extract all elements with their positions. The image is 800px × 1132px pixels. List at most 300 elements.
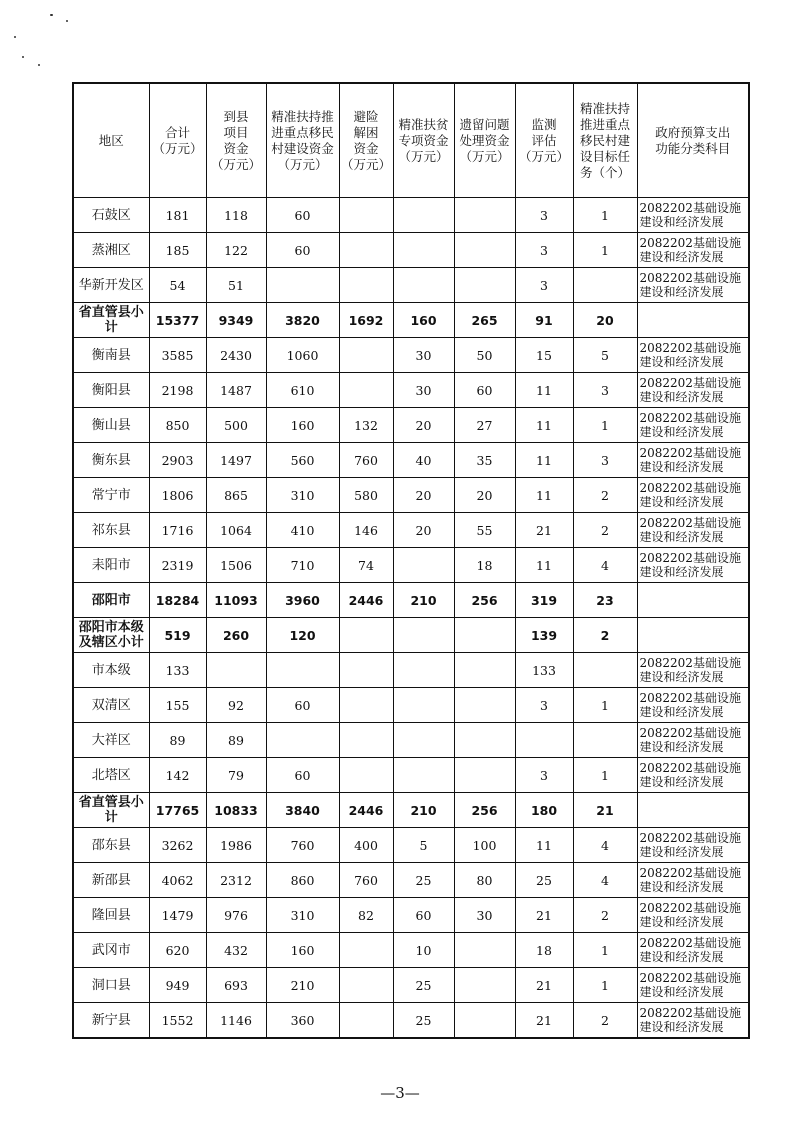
cell-monitoring-evaluation: 25 [515,863,573,898]
cell-hazard-relief-funds [339,268,393,303]
cell-relocation-village-funds: 310 [266,478,339,513]
cell-monitoring-evaluation: 11 [515,373,573,408]
table-row [73,548,749,583]
cell-relocation-village-funds: 410 [266,513,339,548]
cell-region: 常宁市 [73,478,149,513]
cell-county-project-funds [206,653,266,688]
cell-relocation-village-funds: 60 [266,758,339,793]
cell-poverty-special-funds [393,688,454,723]
cell-legacy-issue-funds: 20 [454,478,515,513]
cell-monitoring-evaluation [515,723,573,758]
header-county-project-funds: 到县 项目 资金 （万元） [206,83,266,198]
cell-region: 洞口县 [73,968,149,1003]
cell-hazard-relief-funds [339,338,393,373]
cell-total: 1479 [149,898,206,933]
table-header-row [73,83,749,198]
cell-budget-category [637,828,749,863]
cell-village-task-count: 1 [573,408,637,443]
cell-hazard-relief-funds: 82 [339,898,393,933]
cell-village-task-count: 2 [573,1003,637,1039]
cell-poverty-special-funds [393,268,454,303]
cell-legacy-issue-funds [454,933,515,968]
cell-hazard-relief-funds: 760 [339,443,393,478]
cell-region: 北塔区 [73,758,149,793]
cell-legacy-issue-funds: 60 [454,373,515,408]
cell-county-project-funds: 1506 [206,548,266,583]
table-row [73,828,749,863]
cell-budget-category [637,618,749,653]
scan-speck [50,14,53,16]
cell-relocation-village-funds [266,653,339,688]
table-row [73,793,749,828]
cell-total: 4062 [149,863,206,898]
table-row [73,303,749,338]
cell-county-project-funds: 2312 [206,863,266,898]
table-row [73,898,749,933]
cell-county-project-funds: 1064 [206,513,266,548]
cell-relocation-village-funds: 120 [266,618,339,653]
header-monitoring-evaluation: 监测 评估 （万元） [515,83,573,198]
cell-hazard-relief-funds [339,233,393,268]
cell-monitoring-evaluation: 21 [515,968,573,1003]
cell-budget-category [637,723,749,758]
cell-poverty-special-funds: 210 [393,793,454,828]
funding-allocation-table [72,82,750,1039]
cell-village-task-count [573,723,637,758]
cell-village-task-count: 1 [573,933,637,968]
cell-region: 华新开发区 [73,268,149,303]
budget-category-line: 建设和经济发展 [639,495,724,509]
cell-relocation-village-funds: 160 [266,408,339,443]
budget-category-line: 2082202基础设施 [639,1006,741,1020]
cell-total: 620 [149,933,206,968]
cell-relocation-village-funds: 560 [266,443,339,478]
budget-category-line: 2082202基础设施 [639,691,741,705]
table-row [73,1003,749,1039]
header-hazard-relief-funds: 避险 解困 资金 （万元） [339,83,393,198]
cell-budget-category [637,1003,749,1039]
cell-region: 邵阳市本级及辖区小计 [73,618,149,653]
cell-legacy-issue-funds: 256 [454,583,515,618]
budget-category-line: 2082202基础设施 [639,656,741,670]
cell-budget-category [637,233,749,268]
budget-category-line: 建设和经济发展 [639,390,724,404]
budget-category-line: 建设和经济发展 [639,355,724,369]
cell-legacy-issue-funds: 80 [454,863,515,898]
cell-county-project-funds: 89 [206,723,266,758]
cell-region: 省直管县小计 [73,303,149,338]
budget-category-line: 建设和经济发展 [639,1020,724,1034]
cell-legacy-issue-funds [454,268,515,303]
cell-region: 大祥区 [73,723,149,758]
cell-poverty-special-funds: 25 [393,968,454,1003]
cell-budget-category [637,513,749,548]
cell-relocation-village-funds: 710 [266,548,339,583]
cell-budget-category [637,758,749,793]
cell-village-task-count: 1 [573,968,637,1003]
header-total: 合计 （万元） [149,83,206,198]
cell-village-task-count: 3 [573,373,637,408]
budget-category-line: 建设和经济发展 [639,740,724,754]
cell-relocation-village-funds: 60 [266,198,339,233]
page-number: —3— [380,1084,420,1102]
cell-relocation-village-funds: 760 [266,828,339,863]
cell-monitoring-evaluation: 11 [515,478,573,513]
table-row [73,233,749,268]
budget-category-line: 2082202基础设施 [639,271,741,285]
scan-speck [22,56,24,58]
cell-village-task-count: 1 [573,688,637,723]
cell-total: 155 [149,688,206,723]
budget-category-line: 2082202基础设施 [639,831,741,845]
cell-hazard-relief-funds [339,1003,393,1039]
cell-poverty-special-funds: 10 [393,933,454,968]
cell-region: 邵阳市 [73,583,149,618]
cell-region: 石鼓区 [73,198,149,233]
header-village-task-count: 精准扶持 推进重点 移民村建 设目标任 务（个） [573,83,637,198]
table-row [73,443,749,478]
cell-total: 181 [149,198,206,233]
table-row [73,513,749,548]
cell-budget-category [637,268,749,303]
cell-hazard-relief-funds [339,723,393,758]
cell-budget-category [637,653,749,688]
cell-hazard-relief-funds [339,758,393,793]
cell-hazard-relief-funds [339,653,393,688]
cell-monitoring-evaluation: 21 [515,513,573,548]
table-row [73,933,749,968]
cell-county-project-funds: 1986 [206,828,266,863]
cell-poverty-special-funds: 25 [393,863,454,898]
cell-relocation-village-funds: 610 [266,373,339,408]
cell-county-project-funds: 79 [206,758,266,793]
cell-total: 850 [149,408,206,443]
cell-village-task-count: 20 [573,303,637,338]
budget-category-line: 建设和经济发展 [639,530,724,544]
cell-relocation-village-funds: 60 [266,233,339,268]
cell-region: 隆回县 [73,898,149,933]
cell-hazard-relief-funds: 2446 [339,793,393,828]
cell-village-task-count [573,268,637,303]
cell-monitoring-evaluation: 180 [515,793,573,828]
cell-relocation-village-funds: 860 [266,863,339,898]
cell-relocation-village-funds: 360 [266,1003,339,1039]
table-row [73,968,749,1003]
cell-hazard-relief-funds [339,688,393,723]
cell-monitoring-evaluation: 21 [515,898,573,933]
scan-speck [38,64,40,66]
cell-monitoring-evaluation: 139 [515,618,573,653]
cell-poverty-special-funds: 5 [393,828,454,863]
cell-village-task-count: 2 [573,898,637,933]
cell-legacy-issue-funds [454,618,515,653]
cell-hazard-relief-funds: 2446 [339,583,393,618]
cell-poverty-special-funds: 20 [393,513,454,548]
header-budget-category: 政府预算支出 功能分类科目 [637,83,749,198]
cell-legacy-issue-funds [454,968,515,1003]
cell-village-task-count: 2 [573,478,637,513]
cell-budget-category [637,793,749,828]
budget-category-line: 2082202基础设施 [639,901,741,915]
cell-region: 衡阳县 [73,373,149,408]
cell-poverty-special-funds [393,618,454,653]
cell-legacy-issue-funds [454,723,515,758]
budget-category-line: 2082202基础设施 [639,971,741,985]
cell-budget-category [637,408,749,443]
cell-region: 新邵县 [73,863,149,898]
cell-hazard-relief-funds: 146 [339,513,393,548]
cell-village-task-count: 5 [573,338,637,373]
budget-category-line: 建设和经济发展 [639,460,724,474]
table-row [73,198,749,233]
cell-relocation-village-funds: 210 [266,968,339,1003]
cell-region: 衡南县 [73,338,149,373]
cell-legacy-issue-funds [454,198,515,233]
cell-region: 新宁县 [73,1003,149,1039]
cell-total: 133 [149,653,206,688]
budget-category-line: 建设和经济发展 [639,845,724,859]
cell-village-task-count: 23 [573,583,637,618]
cell-county-project-funds: 1487 [206,373,266,408]
cell-region: 武冈市 [73,933,149,968]
cell-legacy-issue-funds [454,233,515,268]
table-row [73,653,749,688]
budget-category-line: 建设和经济发展 [639,250,724,264]
scan-speck [66,20,68,22]
table-row [73,688,749,723]
cell-region: 衡山县 [73,408,149,443]
header-region: 地区 [73,83,149,198]
budget-category-line: 2082202基础设施 [639,236,741,250]
budget-category-line: 建设和经济发展 [639,985,724,999]
cell-region: 蒸湘区 [73,233,149,268]
cell-village-task-count: 21 [573,793,637,828]
cell-hazard-relief-funds [339,198,393,233]
cell-monitoring-evaluation: 11 [515,443,573,478]
cell-total: 18284 [149,583,206,618]
cell-budget-category [637,548,749,583]
cell-county-project-funds: 1497 [206,443,266,478]
cell-hazard-relief-funds: 400 [339,828,393,863]
cell-county-project-funds: 260 [206,618,266,653]
cell-budget-category [637,933,749,968]
cell-county-project-funds: 92 [206,688,266,723]
cell-county-project-funds: 976 [206,898,266,933]
cell-region: 祁东县 [73,513,149,548]
cell-legacy-issue-funds: 18 [454,548,515,583]
cell-county-project-funds: 11093 [206,583,266,618]
budget-category-line: 建设和经济发展 [639,425,724,439]
cell-hazard-relief-funds [339,968,393,1003]
header-poverty-special-funds: 精准扶贫 专项资金 （万元） [393,83,454,198]
budget-category-line: 2082202基础设施 [639,866,741,880]
cell-village-task-count: 1 [573,233,637,268]
cell-budget-category [637,898,749,933]
budget-category-line: 建设和经济发展 [639,705,724,719]
cell-legacy-issue-funds [454,653,515,688]
cell-monitoring-evaluation: 133 [515,653,573,688]
cell-total: 17765 [149,793,206,828]
cell-monitoring-evaluation: 3 [515,198,573,233]
cell-poverty-special-funds: 40 [393,443,454,478]
table-row [73,758,749,793]
cell-hazard-relief-funds: 580 [339,478,393,513]
cell-total: 3585 [149,338,206,373]
table-row [73,863,749,898]
cell-legacy-issue-funds [454,758,515,793]
cell-budget-category [637,478,749,513]
cell-poverty-special-funds [393,233,454,268]
cell-county-project-funds: 2430 [206,338,266,373]
budget-category-line: 建设和经济发展 [639,670,724,684]
cell-county-project-funds: 9349 [206,303,266,338]
cell-budget-category [637,968,749,1003]
budget-category-line: 2082202基础设施 [639,761,741,775]
budget-category-line: 2082202基础设施 [639,726,741,740]
budget-category-line: 2082202基础设施 [639,481,741,495]
cell-legacy-issue-funds: 265 [454,303,515,338]
scan-speck [14,36,16,38]
cell-hazard-relief-funds: 760 [339,863,393,898]
budget-category-line: 2082202基础设施 [639,341,741,355]
cell-relocation-village-funds [266,723,339,758]
cell-total: 54 [149,268,206,303]
cell-total: 142 [149,758,206,793]
cell-legacy-issue-funds: 50 [454,338,515,373]
cell-total: 519 [149,618,206,653]
cell-village-task-count: 3 [573,443,637,478]
cell-village-task-count: 4 [573,828,637,863]
budget-category-line: 建设和经济发展 [639,775,724,789]
budget-category-line: 建设和经济发展 [639,950,724,964]
table-row [73,723,749,758]
cell-poverty-special-funds: 160 [393,303,454,338]
table-row [73,618,749,653]
cell-monitoring-evaluation: 18 [515,933,573,968]
cell-region: 省直管县小计 [73,793,149,828]
cell-county-project-funds: 865 [206,478,266,513]
cell-hazard-relief-funds: 1692 [339,303,393,338]
cell-region: 邵东县 [73,828,149,863]
budget-category-line: 建设和经济发展 [639,215,724,229]
cell-county-project-funds: 51 [206,268,266,303]
cell-relocation-village-funds: 310 [266,898,339,933]
cell-hazard-relief-funds: 74 [339,548,393,583]
cell-total: 1552 [149,1003,206,1039]
cell-poverty-special-funds: 60 [393,898,454,933]
cell-budget-category [637,338,749,373]
cell-total: 185 [149,233,206,268]
cell-legacy-issue-funds: 35 [454,443,515,478]
cell-county-project-funds: 432 [206,933,266,968]
cell-total: 3262 [149,828,206,863]
budget-category-line: 建设和经济发展 [639,915,724,929]
table-row [73,478,749,513]
cell-county-project-funds: 10833 [206,793,266,828]
cell-monitoring-evaluation: 3 [515,268,573,303]
table-row [73,338,749,373]
cell-hazard-relief-funds: 132 [339,408,393,443]
cell-total: 1716 [149,513,206,548]
budget-category-line: 2082202基础设施 [639,201,741,215]
cell-region: 双清区 [73,688,149,723]
cell-village-task-count: 2 [573,618,637,653]
cell-monitoring-evaluation: 11 [515,408,573,443]
budget-category-line: 建设和经济发展 [639,285,724,299]
cell-total: 2198 [149,373,206,408]
cell-region: 耒阳市 [73,548,149,583]
cell-county-project-funds: 693 [206,968,266,1003]
cell-total: 2319 [149,548,206,583]
cell-monitoring-evaluation: 11 [515,548,573,583]
cell-budget-category [637,688,749,723]
cell-poverty-special-funds [393,653,454,688]
table-row [73,408,749,443]
cell-poverty-special-funds [393,723,454,758]
cell-village-task-count: 4 [573,863,637,898]
cell-budget-category [637,863,749,898]
budget-category-line: 2082202基础设施 [639,376,741,390]
cell-poverty-special-funds [393,198,454,233]
cell-relocation-village-funds [266,268,339,303]
cell-poverty-special-funds: 30 [393,338,454,373]
cell-monitoring-evaluation: 319 [515,583,573,618]
cell-poverty-special-funds: 25 [393,1003,454,1039]
budget-category-line: 建设和经济发展 [639,880,724,894]
header-legacy-issue-funds: 遗留问题 处理资金 （万元） [454,83,515,198]
cell-total: 1806 [149,478,206,513]
cell-monitoring-evaluation: 11 [515,828,573,863]
cell-total: 2903 [149,443,206,478]
cell-legacy-issue-funds: 30 [454,898,515,933]
budget-category-line: 建设和经济发展 [639,565,724,579]
budget-category-line: 2082202基础设施 [639,516,741,530]
cell-legacy-issue-funds: 100 [454,828,515,863]
cell-relocation-village-funds: 3840 [266,793,339,828]
cell-monitoring-evaluation: 15 [515,338,573,373]
cell-monitoring-evaluation: 3 [515,758,573,793]
cell-legacy-issue-funds [454,688,515,723]
cell-county-project-funds: 500 [206,408,266,443]
cell-village-task-count: 4 [573,548,637,583]
cell-hazard-relief-funds [339,618,393,653]
cell-total: 949 [149,968,206,1003]
cell-poverty-special-funds: 20 [393,408,454,443]
cell-total: 15377 [149,303,206,338]
cell-region: 衡东县 [73,443,149,478]
cell-total: 89 [149,723,206,758]
cell-budget-category [637,373,749,408]
table-row [73,373,749,408]
cell-budget-category [637,198,749,233]
cell-village-task-count: 1 [573,758,637,793]
cell-legacy-issue-funds: 55 [454,513,515,548]
budget-category-line: 2082202基础设施 [639,411,741,425]
cell-poverty-special-funds [393,758,454,793]
cell-poverty-special-funds: 30 [393,373,454,408]
cell-relocation-village-funds: 60 [266,688,339,723]
cell-poverty-special-funds: 20 [393,478,454,513]
cell-poverty-special-funds: 210 [393,583,454,618]
cell-monitoring-evaluation: 3 [515,233,573,268]
cell-budget-category [637,443,749,478]
cell-relocation-village-funds: 160 [266,933,339,968]
cell-monitoring-evaluation: 3 [515,688,573,723]
budget-category-line: 2082202基础设施 [639,936,741,950]
cell-hazard-relief-funds [339,933,393,968]
cell-budget-category [637,583,749,618]
cell-relocation-village-funds: 3820 [266,303,339,338]
